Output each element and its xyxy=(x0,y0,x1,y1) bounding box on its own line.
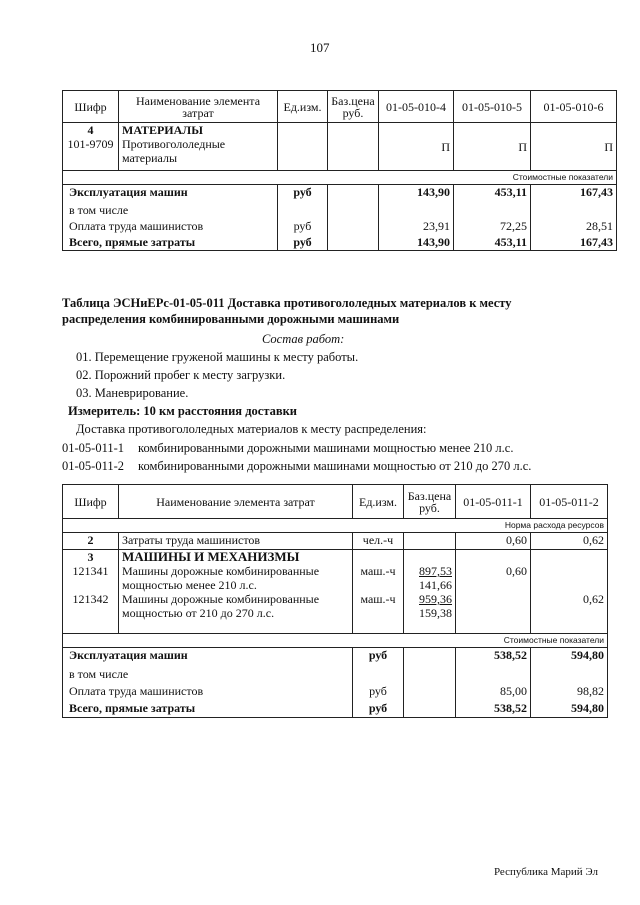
cell-value: 167,43 xyxy=(531,185,617,203)
table-row xyxy=(63,123,617,171)
row-unit: чел.-ч xyxy=(353,533,404,550)
row-name: Оплата труда машинистов xyxy=(63,684,353,701)
machine-price: 141,66 xyxy=(419,578,452,592)
row-unit: руб xyxy=(278,219,328,235)
table-title: распределения комбинированными дорожными машинами xyxy=(62,312,400,326)
table-row xyxy=(63,684,608,701)
cell-value: 0,60 xyxy=(506,564,527,578)
row-unit: руб xyxy=(278,185,328,203)
machine-code: 121341 xyxy=(72,564,109,578)
cell-value: 85,00 xyxy=(456,684,531,701)
cell-value: 0,60 xyxy=(456,533,531,550)
variant-text: комбинированными дорожными машинами мощностью от 210 до 270 л.с. xyxy=(138,459,532,473)
work-item: 03. Маневрирование. xyxy=(76,386,189,400)
col-header: 01-05-011-1 xyxy=(456,485,531,519)
cell-value: 0,62 xyxy=(583,592,604,606)
machine-code: 121342 xyxy=(72,592,109,606)
cell-value: 143,90 xyxy=(379,185,454,203)
col-header: Наименование элемента затрат xyxy=(119,485,353,519)
row-name: Затраты труда машинистов xyxy=(119,533,353,550)
col-header: Шифр xyxy=(63,485,119,519)
table-row xyxy=(63,185,617,203)
row-unit: руб xyxy=(353,684,404,701)
table-row xyxy=(63,235,617,251)
machine-price: 897,53 xyxy=(419,564,452,578)
subheader: Стоимостные показатели xyxy=(63,171,617,185)
table-row xyxy=(63,667,608,684)
material-code: 101-9709 xyxy=(67,137,114,151)
work-item: 01. Перемещение груженой машины к месту работы. xyxy=(76,350,359,364)
composition-label: Состав работ: xyxy=(262,332,345,346)
work-item: 02. Порожний пробег к месту загрузки. xyxy=(76,368,286,382)
row-unit: руб xyxy=(353,648,404,667)
section-code: 4 xyxy=(87,123,94,137)
section-name: МАШИНЫ И МЕХАНИЗМЫ xyxy=(122,549,300,564)
machine-price: 159,38 xyxy=(419,606,452,620)
cell-value: 98,82 xyxy=(531,684,608,701)
material-name: Противогололедные материалы xyxy=(122,137,226,165)
col-header: 01-05-010-6 xyxy=(531,91,617,123)
table-row xyxy=(63,219,617,235)
col-header: Наименование элемента затрат xyxy=(119,91,278,123)
table-row xyxy=(63,550,608,634)
machine-unit: маш.-ч xyxy=(360,564,396,578)
col-header: 01-05-010-5 xyxy=(454,91,531,123)
cell-value: П xyxy=(454,123,531,171)
subheader: Норма расхода ресурсов xyxy=(63,519,608,533)
col-header: 01-05-010-4 xyxy=(379,91,454,123)
row-name: Всего, прямые затраты xyxy=(63,701,353,718)
cell-value: 453,11 xyxy=(454,235,531,251)
row-name: Эксплуатация машин xyxy=(63,185,278,203)
cell-value: 143,90 xyxy=(379,235,454,251)
cell-value: 23,91 xyxy=(379,219,454,235)
cell-value: П xyxy=(379,123,454,171)
cell-value: 594,80 xyxy=(531,701,608,718)
row-code: 2 xyxy=(63,533,119,550)
row-unit: руб xyxy=(278,235,328,251)
table-row xyxy=(63,701,608,718)
row-name: в том числе xyxy=(63,203,278,219)
machine-name: Машины дорожные комбинированные xyxy=(122,592,320,606)
description: Доставка противогололедных материалов к месту распределения: xyxy=(76,422,427,436)
machine-name: мощностью от 210 до 270 л.с. xyxy=(122,606,275,620)
resource-table-1 xyxy=(62,90,617,251)
table-row xyxy=(63,533,608,550)
page-number: 107 xyxy=(310,40,330,55)
machine-price: 959,36 xyxy=(419,592,452,606)
variant-code: 01-05-011-2 xyxy=(62,459,125,473)
col-header: Ед.изм. xyxy=(278,91,328,123)
variant-text: комбинированными дорожными машинами мощностью менее 210 л.с. xyxy=(138,441,514,455)
table-row xyxy=(63,203,617,219)
machine-unit: маш.-ч xyxy=(360,592,396,606)
cell-value: 167,43 xyxy=(531,235,617,251)
subheader: Стоимостные показатели xyxy=(63,634,608,648)
measure: Измеритель: 10 км расстояния доставки xyxy=(68,404,298,418)
table-title: Таблица ЭСНиЕРс-01-05-011 Доставка противогололедных материалов к месту xyxy=(62,296,512,310)
machine-name: Машины дорожные комбинированные xyxy=(122,564,320,578)
cell-value: 538,52 xyxy=(456,701,531,718)
cell-value: 28,51 xyxy=(531,219,617,235)
resource-table-2 xyxy=(62,484,608,718)
cell-value: П xyxy=(531,123,617,171)
cell-value: 538,52 xyxy=(456,648,531,667)
section-code: 3 xyxy=(87,550,94,564)
col-header: Баз.цена руб. xyxy=(404,485,456,519)
row-name: в том числе xyxy=(63,667,353,684)
col-header: Баз.цена руб. xyxy=(328,91,379,123)
cell-value: 72,25 xyxy=(454,219,531,235)
cell-value: 0,62 xyxy=(531,533,608,550)
col-header: Шифр xyxy=(63,91,119,123)
col-header: 01-05-011-2 xyxy=(531,485,608,519)
row-unit: руб xyxy=(353,701,404,718)
row-name: Эксплуатация машин xyxy=(63,648,353,667)
table-row xyxy=(63,648,608,667)
section-name: МАТЕРИАЛЫ xyxy=(122,123,203,137)
row-name: Всего, прямые затраты xyxy=(63,235,278,251)
machine-name: мощностью менее 210 л.с. xyxy=(122,578,257,592)
footer-region: Республика Марий Эл xyxy=(493,866,598,878)
cell-value: 453,11 xyxy=(454,185,531,203)
row-name: Оплата труда машинистов xyxy=(63,219,278,235)
col-header: Ед.изм. xyxy=(353,485,404,519)
variant-code: 01-05-011-1 xyxy=(62,441,125,455)
cell-value: 594,80 xyxy=(531,648,608,667)
